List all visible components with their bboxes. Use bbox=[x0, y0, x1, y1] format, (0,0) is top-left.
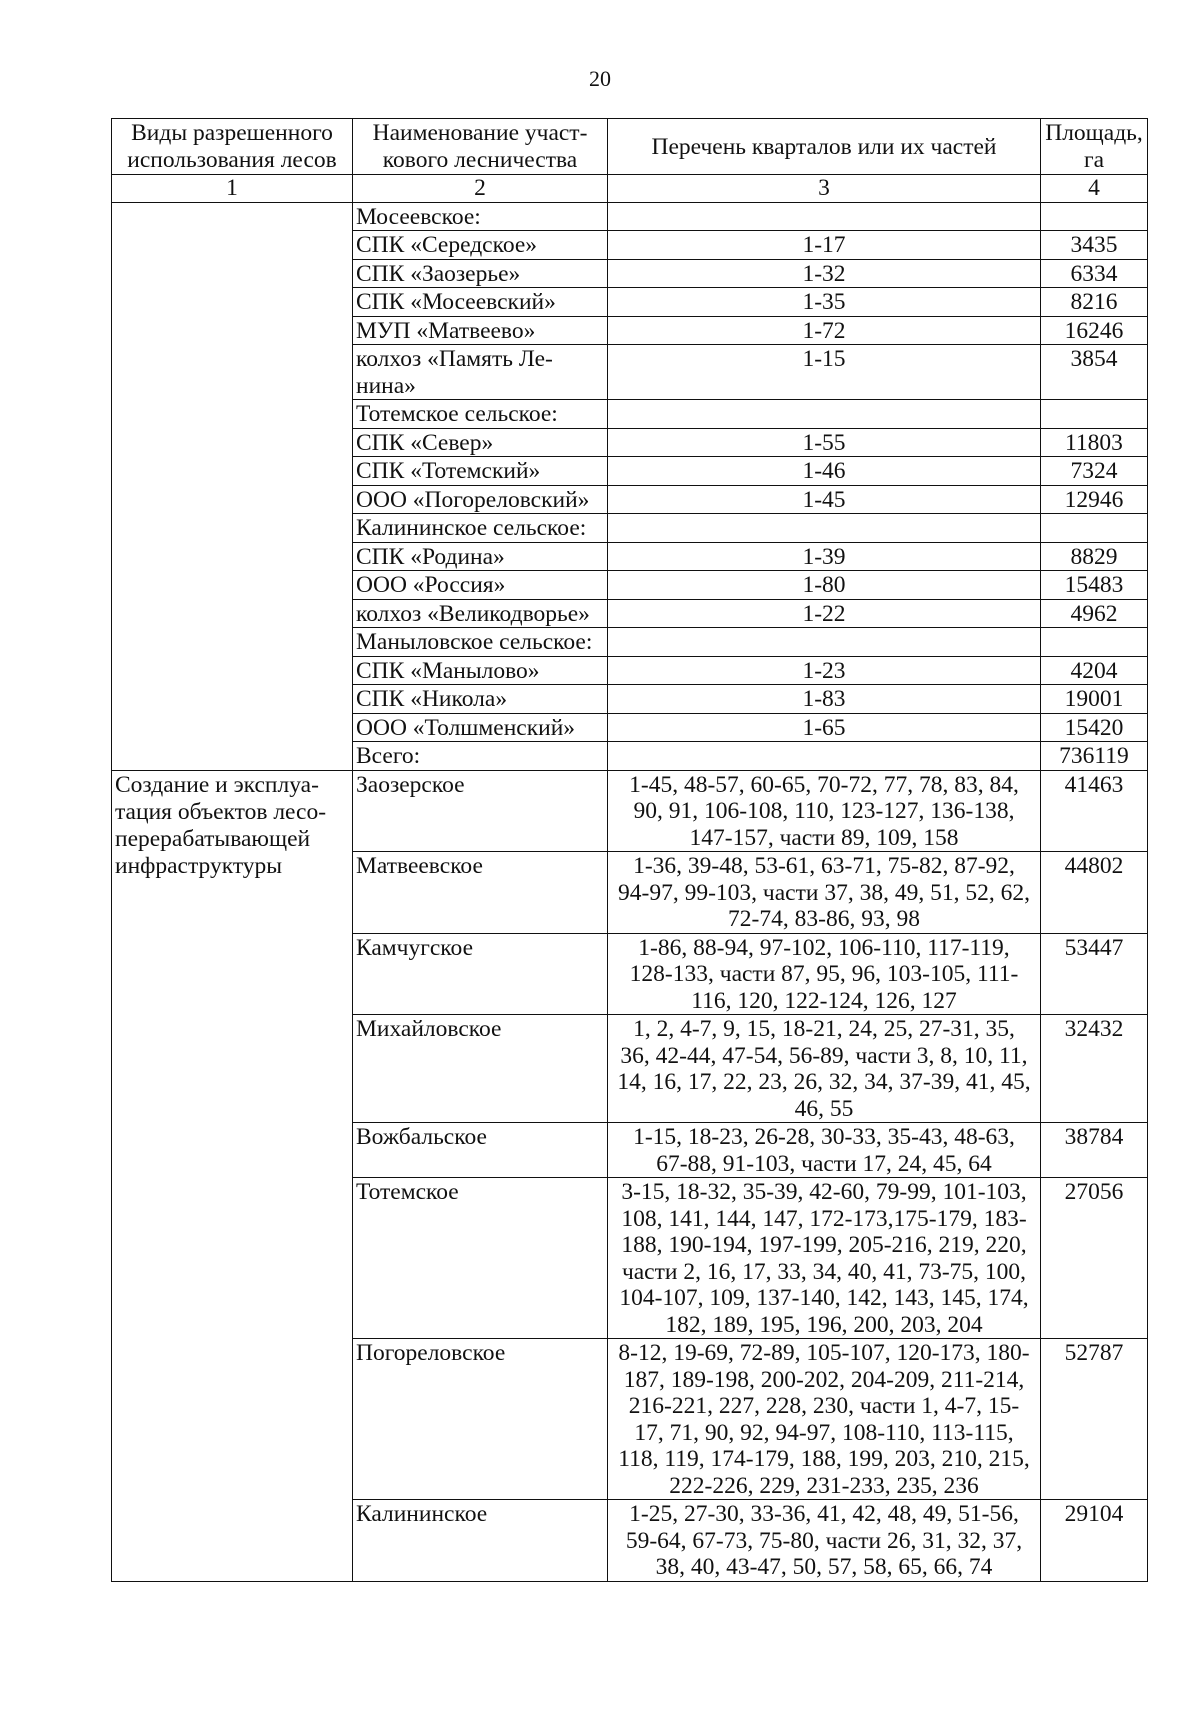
quarter-list-cell-line: 118, 119, 174-179, 188, 199, 203, 210, 215, bbox=[618, 1446, 1030, 1472]
district-name-cell: колхоз «Великодворье» bbox=[353, 599, 608, 628]
quarter-list-cell bbox=[608, 1500, 1041, 1582]
quarter-list-cell-line: 90, 91, 106-108, 110, 123-127, 136-138, bbox=[633, 798, 1015, 824]
quarter-list-cell-line: 104-107, 109, 137-140, 142, 143, 145, 174, bbox=[619, 1285, 1029, 1311]
quarter-list-cell-line: 8-12, 19-69, 72-89, 105-107, 120-173, 180- bbox=[618, 1340, 1030, 1366]
quarter-list-cell-line: 67-88, 91-103, части 17, 24, 45, 64 bbox=[656, 1150, 992, 1177]
quarter-list-cell: 1-83 bbox=[608, 685, 1041, 714]
quarter-list-cell-line: 108, 141, 144, 147, 172-173,175-179, 183- bbox=[621, 1205, 1027, 1232]
district-name-cell-line: колхоз «Память Ле- bbox=[356, 346, 553, 372]
area-cell: 52787 bbox=[1041, 1339, 1148, 1500]
header-row bbox=[112, 119, 1148, 175]
quarter-list-cell-line: 94-97, 99-103, части 37, 38, 49, 51, 52, 62, bbox=[618, 879, 1030, 906]
district-name-cell: Вожбальское bbox=[353, 1123, 608, 1178]
usage-type-cell bbox=[112, 770, 353, 1581]
quarter-list-cell-line: 1-45, 48-57, 60-65, 70-72, 77, 78, 83, 84, bbox=[629, 771, 1019, 798]
district-name-cell: СПК «Север» bbox=[353, 428, 608, 457]
header-area-line: га bbox=[1083, 147, 1105, 173]
quarter-list-cell bbox=[608, 514, 1041, 543]
usage-type-cell-line: инфраструктуры bbox=[115, 852, 283, 879]
header-area bbox=[1041, 119, 1148, 175]
quarter-list-cell-line: 216-221, 227, 228, 230, части 1, 4-7, 15- bbox=[628, 1393, 1020, 1419]
column-number: 2 bbox=[353, 175, 608, 203]
quarter-list-cell: 1-45 bbox=[608, 485, 1041, 514]
district-name-cell: Мосеевское: bbox=[353, 202, 608, 231]
quarter-list-cell-line: 38, 40, 43-47, 50, 57, 58, 65, 66, 74 bbox=[655, 1554, 993, 1580]
quarter-list-cell-line: 182, 189, 195, 196, 200, 203, 204 bbox=[665, 1311, 983, 1338]
district-name-cell: Заозерское bbox=[353, 770, 608, 852]
quarter-list-cell-line: 36, 42-44, 47-54, 56-89, части 3, 8, 10, 11, bbox=[620, 1042, 1028, 1069]
quarter-list-cell-line: 3-15, 18-32, 35-39, 42-60, 79-99, 101-103, bbox=[621, 1179, 1027, 1205]
quarter-list-cell-line: 1, 2, 4-7, 9, 15, 18-21, 24, 25, 27-31, 35, bbox=[633, 1016, 1015, 1042]
quarter-list-cell: 1-32 bbox=[608, 259, 1041, 288]
district-name-cell: Погореловское bbox=[353, 1339, 608, 1500]
quarter-list-cell-line: 1-15, 18-23, 26-28, 30-33, 35-43, 48-63, bbox=[633, 1124, 1015, 1150]
area-cell: 11803 bbox=[1041, 428, 1148, 457]
area-cell: 8216 bbox=[1041, 288, 1148, 317]
quarter-list-cell-line: 14, 16, 17, 22, 23, 26, 32, 34, 37-39, 41, 45, bbox=[617, 1069, 1031, 1095]
quarter-list-cell: 1-23 bbox=[608, 656, 1041, 685]
quarter-list-cell-line: части 2, 16, 17, 33, 34, 40, 41, 73-75, 100, bbox=[621, 1258, 1027, 1285]
quarter-list-cell bbox=[608, 933, 1041, 1015]
area-cell: 38784 bbox=[1041, 1123, 1148, 1178]
header-usage-type bbox=[112, 119, 353, 175]
quarter-list-cell bbox=[608, 1178, 1041, 1339]
district-name-cell: СПК «Никола» bbox=[353, 685, 608, 714]
area-cell bbox=[1041, 400, 1148, 429]
area-cell: 44802 bbox=[1041, 852, 1148, 934]
header-district-name-line: Наименование участ- bbox=[372, 120, 588, 146]
area-cell: 7324 bbox=[1041, 457, 1148, 486]
area-cell: 4204 bbox=[1041, 656, 1148, 685]
quarter-list-cell bbox=[608, 1339, 1041, 1500]
quarter-list-cell bbox=[608, 202, 1041, 231]
district-name-cell: Всего: bbox=[353, 742, 608, 771]
quarter-list-cell-line: 116, 120, 122-124, 126, 127 bbox=[691, 987, 957, 1014]
quarter-list-cell bbox=[608, 400, 1041, 429]
district-name-cell: Маныловское сельское: bbox=[353, 628, 608, 657]
quarter-list-cell-line: 59-64, 67-73, 75-80, части 26, 31, 32, 37, bbox=[625, 1527, 1023, 1554]
area-cell: 6334 bbox=[1041, 259, 1148, 288]
header-district-name-line: кового лесничества bbox=[382, 147, 578, 173]
district-name-cell: СПК «Мосеевский» bbox=[353, 288, 608, 317]
quarter-list-cell: 1-35 bbox=[608, 288, 1041, 317]
area-cell: 16246 bbox=[1041, 316, 1148, 345]
district-name-cell: Тотемское сельское: bbox=[353, 400, 608, 429]
header-area-line: Площадь, bbox=[1045, 120, 1143, 146]
area-cell: 15483 bbox=[1041, 571, 1148, 600]
quarter-list-cell: 1-65 bbox=[608, 713, 1041, 742]
quarter-list-cell: 1-22 bbox=[608, 599, 1041, 628]
table-body bbox=[112, 202, 1148, 1581]
quarter-list-cell-line: 222-226, 229, 231-233, 235, 236 bbox=[669, 1472, 979, 1499]
district-name-cell: Тотемское bbox=[353, 1178, 608, 1339]
quarter-list-cell bbox=[608, 770, 1041, 852]
district-name-cell: ООО «Погореловский» bbox=[353, 485, 608, 514]
area-cell: 8829 bbox=[1041, 542, 1148, 571]
area-cell: 27056 bbox=[1041, 1178, 1148, 1339]
area-cell bbox=[1041, 202, 1148, 231]
header-usage-type-line: Виды разрешенного bbox=[131, 120, 333, 146]
district-name-cell-line: нина» bbox=[356, 372, 416, 399]
area-cell bbox=[1041, 514, 1148, 543]
column-number: 3 bbox=[608, 175, 1041, 203]
area-cell: 32432 bbox=[1041, 1015, 1148, 1123]
district-name-cell: Михайловское bbox=[353, 1015, 608, 1123]
header-usage-type-line: использования лесов bbox=[127, 147, 337, 173]
district-name-cell: МУП «Матвеево» bbox=[353, 316, 608, 345]
quarter-list-cell: 1-39 bbox=[608, 542, 1041, 571]
quarter-list-cell-line: 1-86, 88-94, 97-102, 106-110, 117-119, bbox=[638, 934, 1010, 961]
quarter-list-cell-line: 72-74, 83-86, 93, 98 bbox=[728, 906, 920, 932]
quarter-list-cell bbox=[608, 628, 1041, 657]
table-row bbox=[112, 770, 1148, 852]
quarter-list-cell bbox=[608, 1123, 1041, 1178]
district-name-cell: СПК «Заозерье» bbox=[353, 259, 608, 288]
quarter-list-cell-line: 1-25, 27-30, 33-36, 41, 42, 48, 49, 51-56, bbox=[629, 1501, 1019, 1527]
area-cell bbox=[1041, 628, 1148, 657]
area-cell: 12946 bbox=[1041, 485, 1148, 514]
usage-type-cell-line: тация объектов лесо- bbox=[115, 798, 327, 825]
district-name-cell: ООО «Россия» bbox=[353, 571, 608, 600]
district-name-cell: ООО «Толшменский» bbox=[353, 713, 608, 742]
quarter-list-cell-line: 17, 71, 90, 92, 94-97, 108-110, 113-115, bbox=[634, 1419, 1014, 1446]
quarter-list-cell bbox=[608, 742, 1041, 771]
column-number: 1 bbox=[112, 175, 353, 203]
quarter-list-cell-line: 128-133, части 87, 95, 96, 103-105, 111- bbox=[629, 961, 1019, 987]
area-cell: 3435 bbox=[1041, 231, 1148, 260]
quarter-list-cell-line: 46, 55 bbox=[794, 1095, 854, 1122]
district-name-cell: СПК «Середское» bbox=[353, 231, 608, 260]
column-number: 4 bbox=[1041, 175, 1148, 203]
district-name-cell: СПК «Родина» bbox=[353, 542, 608, 571]
usage-type-cell-empty bbox=[112, 202, 353, 770]
district-name-cell: Камчугское bbox=[353, 933, 608, 1015]
table-row bbox=[112, 202, 1148, 231]
quarter-list-cell: 1-55 bbox=[608, 428, 1041, 457]
header-district-name bbox=[353, 119, 608, 175]
district-name-cell: СПК «Манылово» bbox=[353, 656, 608, 685]
area-cell: 41463 bbox=[1041, 770, 1148, 852]
quarter-list-cell: 1-80 bbox=[608, 571, 1041, 600]
district-name-cell: Калининское сельское: bbox=[353, 514, 608, 543]
area-cell: 19001 bbox=[1041, 685, 1148, 714]
forest-usage-table bbox=[111, 118, 1148, 1582]
area-cell: 53447 bbox=[1041, 933, 1148, 1015]
area-cell: 15420 bbox=[1041, 713, 1148, 742]
area-cell: 3854 bbox=[1041, 345, 1148, 400]
area-cell: 29104 bbox=[1041, 1500, 1148, 1582]
quarter-list-cell-line: 147-157, части 89, 109, 158 bbox=[689, 824, 959, 851]
area-cell: 4962 bbox=[1041, 599, 1148, 628]
quarter-list-cell bbox=[608, 1015, 1041, 1123]
header-quarter-list: Перечень кварталов или их частей bbox=[608, 119, 1041, 175]
district-name-cell bbox=[353, 345, 608, 400]
usage-type-cell-line: Создание и эксплуа- bbox=[115, 771, 319, 798]
quarter-list-cell bbox=[608, 852, 1041, 934]
quarter-list-cell: 1-17 bbox=[608, 231, 1041, 260]
quarter-list-cell-line: 1-36, 39-48, 53-61, 63-71, 75-82, 87-92, bbox=[633, 853, 1015, 879]
area-cell: 736119 bbox=[1041, 742, 1148, 771]
page-number: 20 bbox=[589, 66, 611, 91]
quarter-list-cell: 1-46 bbox=[608, 457, 1041, 486]
quarter-list-cell: 1-72 bbox=[608, 316, 1041, 345]
quarter-list-cell: 1-15 bbox=[608, 345, 1041, 400]
district-name-cell: Калининское bbox=[353, 1500, 608, 1582]
usage-type-cell-line: перерабатывающей bbox=[115, 825, 311, 852]
quarter-list-cell-line: 187, 189-198, 200-202, 204-209, 211-214, bbox=[623, 1366, 1025, 1393]
quarter-list-cell-line: 188, 190-194, 197-199, 205-216, 219, 220, bbox=[621, 1232, 1027, 1258]
district-name-cell: Матвеевское bbox=[353, 852, 608, 934]
district-name-cell: СПК «Тотемский» bbox=[353, 457, 608, 486]
column-number-row bbox=[112, 175, 1148, 203]
